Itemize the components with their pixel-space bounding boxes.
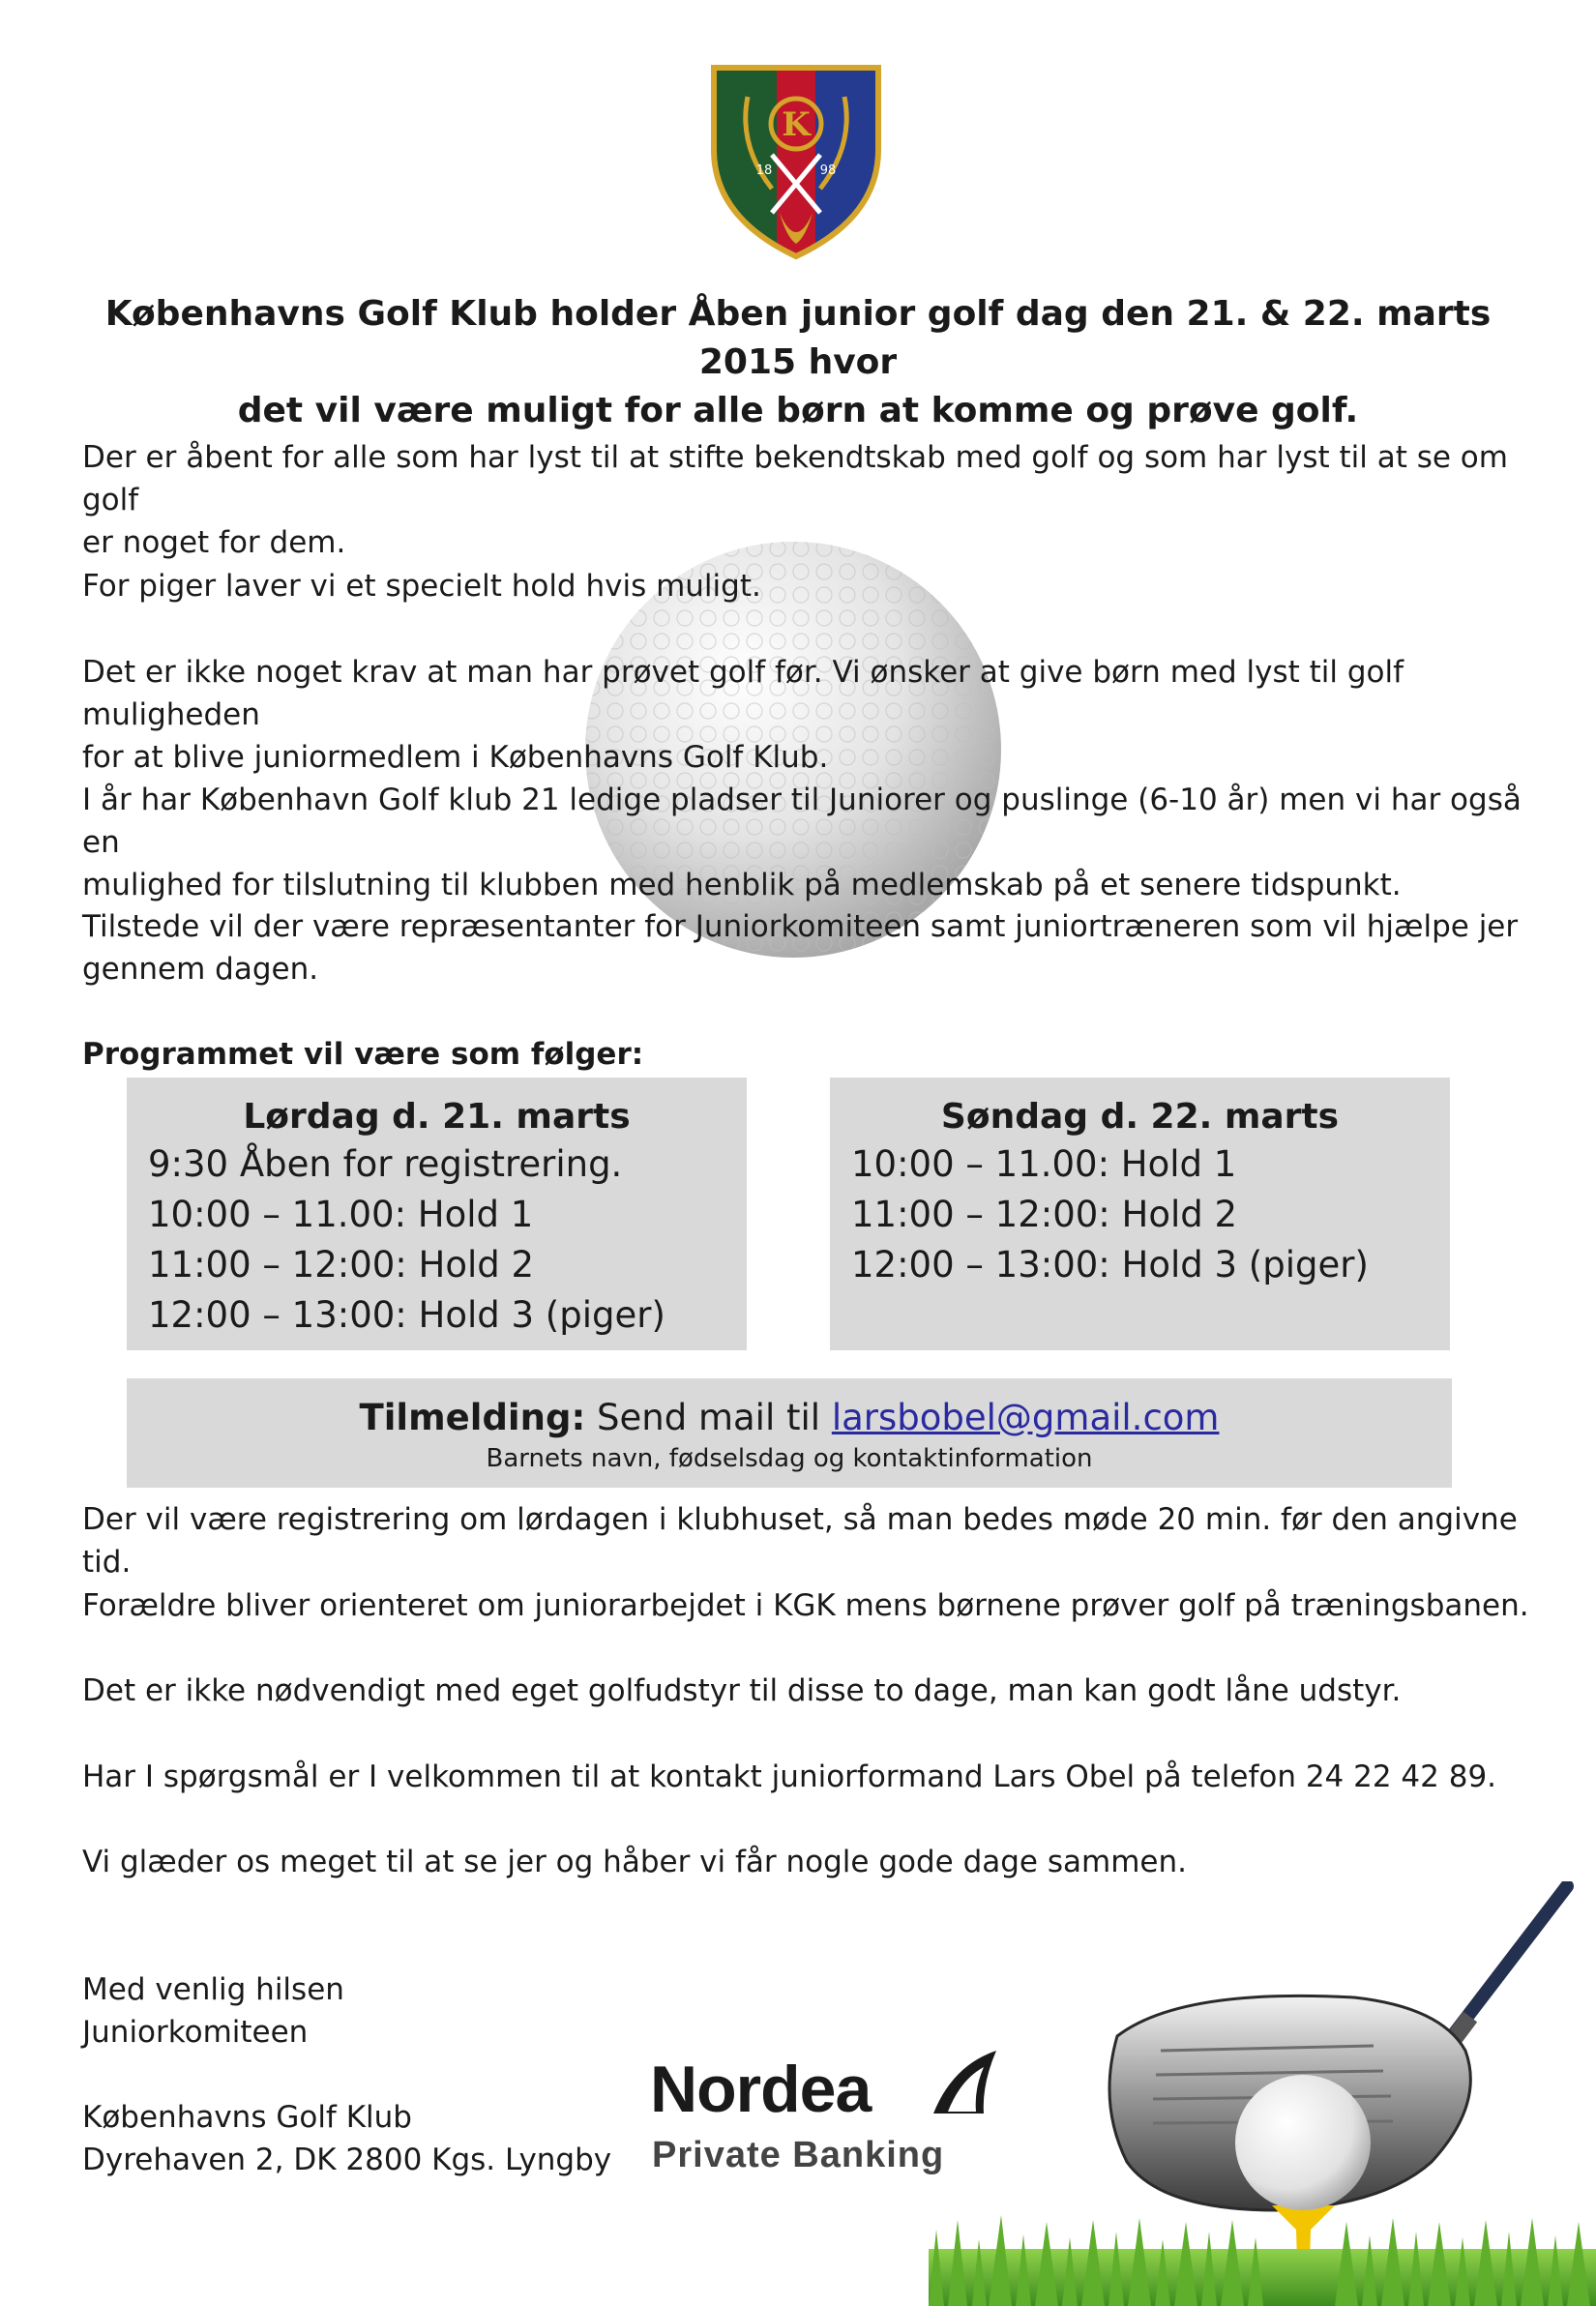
- saturday-schedule-box: [127, 1078, 747, 1350]
- sunday-line: 12:00 – 13:00: Hold 3 (piger): [851, 1244, 1369, 1286]
- experience-line-1: Det er ikke noget krav at man har prøvet golf før. Vi ønsker at give børn med lyst til golf muligheden: [82, 655, 1404, 732]
- registration-line: [127, 1394, 1452, 1442]
- nordea-logo-name: Nordea: [650, 2053, 872, 2126]
- sunday-schedule-box: [830, 1078, 1450, 1350]
- experience-line-2: for at blive juniormedlem i Københavns Golf Klub.: [82, 740, 829, 775]
- title-line-1: Københavns Golf Klub holder Åben junior golf dag den 21. & 22. marts 2015 hvor: [104, 294, 1492, 382]
- places-paragraph: [82, 779, 1533, 906]
- club-crest-logo: [704, 58, 888, 261]
- girls-paragraph: For piger laver vi et specielt hold hvis muligt.: [82, 569, 761, 604]
- intro-line-2: er noget for dem.: [82, 525, 346, 560]
- parents-paragraph: Forældre bliver orienteret om juniorarbejdet i KGK mens børnene prøver golf på træningsbanen.: [82, 1588, 1529, 1623]
- intro-line-1: Der er åbent for alle som har lyst til at stifte bekendtskab med golf og som har lyst til at se om golf: [82, 440, 1508, 517]
- signature-greeting: Med venlig hilsen: [82, 1972, 344, 2007]
- saturday-line: 11:00 – 12:00: Hold 2: [148, 1244, 535, 1286]
- places-line-2: mulighed for tilslutning til klubben med henblik på medlemskab på et senere tidspunkt.: [82, 868, 1402, 902]
- registration-text: Send mail til: [585, 1397, 832, 1438]
- club-address-block: [82, 2096, 663, 2181]
- club-name: Københavns Golf Klub: [82, 2100, 412, 2135]
- sunday-title: Søndag d. 22. marts: [940, 1097, 1340, 1137]
- closing-paragraph: Vi glæder os meget til at se jer og håber vi får nogle gode dage sammen.: [82, 1845, 1187, 1879]
- registration-info-paragraph: Der vil være registrering om lørdagen i klubhuset, så man bedes møde 20 min. før den angivne tid.: [82, 1502, 1518, 1580]
- registration-label: Tilmelding:: [359, 1397, 586, 1438]
- crest-year-left: 18: [755, 163, 773, 178]
- saturday-line: 12:00 – 13:00: Hold 3 (piger): [148, 1294, 665, 1336]
- experience-paragraph: [82, 651, 1533, 779]
- club-address: Dyrehaven 2, DK 2800 Kgs. Lyngby: [82, 2143, 612, 2177]
- registration-email-link[interactable]: larsbobel@gmail.com: [831, 1397, 1220, 1438]
- intro-paragraph: [82, 436, 1533, 564]
- registration-box: [127, 1378, 1452, 1488]
- crest-letter: K: [782, 105, 811, 144]
- places-line-1: I år har København Golf klub 21 ledige pladser til Juniorer og puslinge (6-10 år) men vi har også en: [82, 783, 1522, 860]
- saturday-title: Lørdag d. 21. marts: [243, 1097, 631, 1137]
- page-title: [77, 290, 1519, 435]
- registration-note: Barnets navn, fødselsdag og kontaktinformation: [486, 1444, 1093, 1473]
- equipment-paragraph: Det er ikke nødvendigt med eget golfudstyr til disse to dage, man kan godt låne udstyr.: [82, 1673, 1402, 1708]
- title-line-2: det vil være muligt for alle børn at komme og prøve golf.: [237, 391, 1359, 430]
- contact-paragraph: Har I spørgsmål er I velkommen til at kontakt juniorformand Lars Obel på telefon 24 22 42 89.: [82, 1759, 1497, 1794]
- signature-sender: Juniorkomiteen: [82, 2015, 309, 2050]
- saturday-line: 10:00 – 11.00: Hold 1: [148, 1194, 534, 1235]
- golf-driver-illustration: [929, 1881, 1596, 2306]
- saturday-line: 9:30 Åben for registrering.: [148, 1143, 623, 1185]
- representatives-line-2: gennem dagen.: [82, 952, 319, 987]
- crest-year-right: 98: [819, 163, 837, 178]
- representatives-line-1: Tilstede vil der være repræsentanter for Juniorkomiteen samt juniortræneren som vil hjælpe jer: [82, 909, 1519, 944]
- sunday-line: 11:00 – 12:00: Hold 2: [851, 1194, 1238, 1235]
- program-heading: Programmet vil være som følger:: [82, 1037, 644, 1072]
- nordea-logo-subtitle: Private Banking: [652, 2135, 945, 2175]
- sunday-line: 10:00 – 11.00: Hold 1: [851, 1143, 1237, 1185]
- signature-block: [82, 1968, 663, 2054]
- representatives-paragraph: [82, 905, 1533, 990]
